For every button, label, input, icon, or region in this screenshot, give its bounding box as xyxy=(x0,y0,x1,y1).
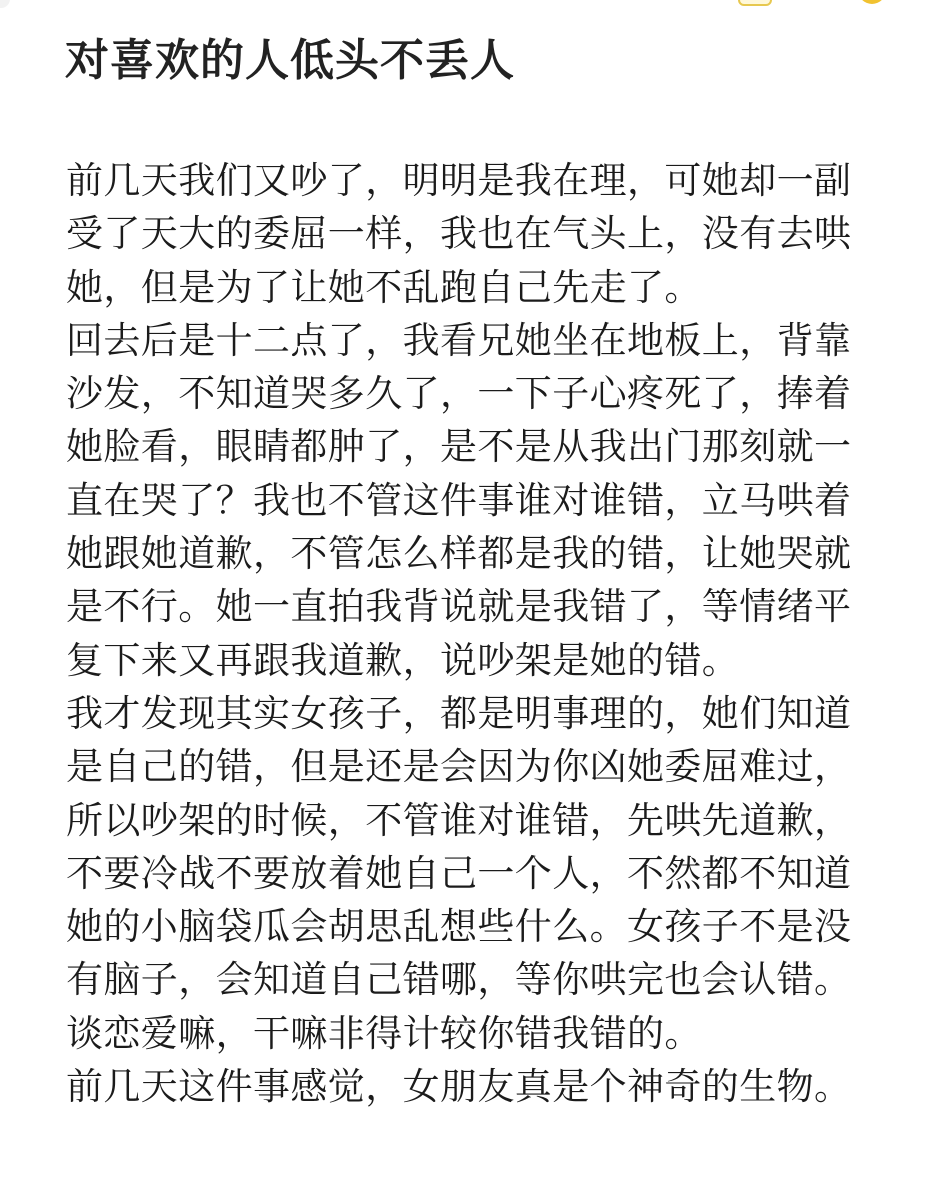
body-line: 她的小脑袋瓜会胡思乱想些什么。女孩子不是没 xyxy=(66,905,852,949)
body-line: 所以吵架的时候，不管谁对谁错，先哄先道歉， xyxy=(66,798,852,842)
body-line: 谈恋爱嘛，干嘛非得计较你错我错的。 xyxy=(66,1011,702,1055)
body-line: 不要冷战不要放着她自己一个人，不然都不知道 xyxy=(66,851,852,895)
body-line: 前几天这件事感觉，女朋友真是个神奇的生物。 xyxy=(66,1065,852,1109)
body-line: 我才发现其实女孩子，都是明事理的，她们知道 xyxy=(66,691,852,735)
article-body xyxy=(66,154,876,1113)
body-line: 是自己的错，但是还是会因为你凶她委屈难过， xyxy=(66,745,852,789)
body-line: 受了天大的委屈一样，我也在气头上，没有去哄 xyxy=(66,212,852,256)
body-line: 有脑子，会知道自己错哪，等你哄完也会认错。 xyxy=(66,958,852,1002)
body-line: 复下来又再跟我道歉，说吵架是她的错。 xyxy=(66,638,740,682)
body-line: 前几天我们又吵了，明明是我在理，可她却一副 xyxy=(66,159,852,202)
body-line: 她脸看，眼睛都肿了，是不是从我出门那刻就一 xyxy=(66,425,852,469)
body-line: 沙发，不知道哭多久了，一下子心疼死了，捧着 xyxy=(66,372,852,416)
top-cropped-toolbar xyxy=(0,0,944,18)
article-title: 对喜欢的人低头不丢人 xyxy=(65,35,515,86)
partial-circle-icon xyxy=(0,0,10,8)
yellow-badge-icon[interactable] xyxy=(738,0,772,6)
body-line: 她跟她道歉，不管怎么样都是我的错，让她哭就 xyxy=(66,532,852,576)
body-line: 直在哭了？我也不管这件事谁对谁错，立马哄着 xyxy=(66,478,852,522)
body-line: 回去后是十二点了，我看兄她坐在地板上，背靠 xyxy=(66,318,852,362)
body-line: 她，但是为了让她不乱跑自己先走了。 xyxy=(66,265,702,309)
body-line: 是不行。她一直拍我背说就是我错了，等情绪平 xyxy=(66,585,852,629)
yellow-emoji-icon[interactable] xyxy=(858,0,886,4)
